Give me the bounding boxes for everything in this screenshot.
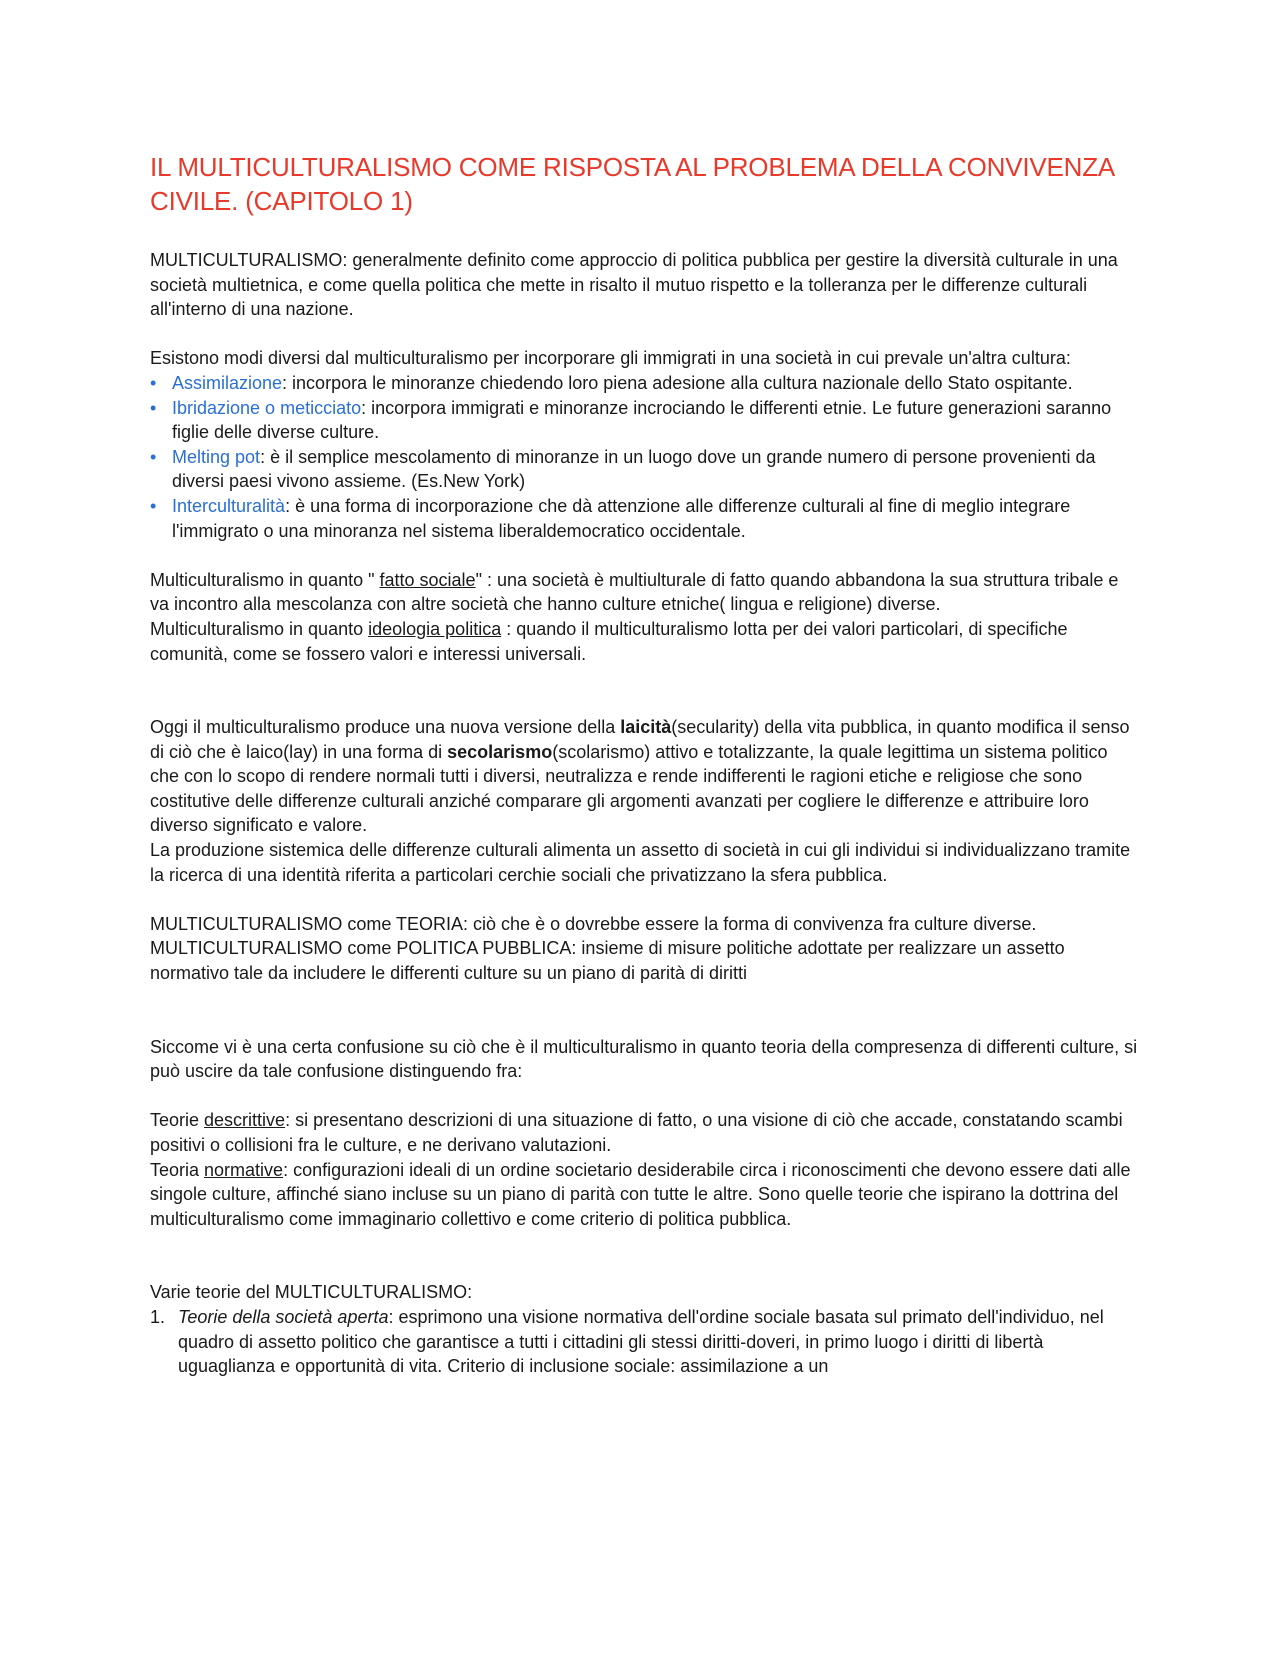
- theory-text: : esprimono una visione normativa dell'ordine sociale basata sul primato dell'individuo, nel quadro di assetto politico che garantisce a tutti i cittadini gli stessi diritti-doveri, in primo luogo i diritti di libertà uguaglianza e opportunità di vita. Criterio di inclusione sociale: assimilazione a un: [178, 1306, 1104, 1377]
- item-number: 1.: [150, 1306, 166, 1327]
- descrittive-paragraph: [150, 1108, 1140, 1157]
- mode-text: : è una forma di incorporazione che dà attenzione alle differenze culturali al fine di meglio integrare l'immigrato o una minoranza nel sistema liberaldemocratico occidentale.: [172, 495, 1071, 541]
- confusione-paragraph: Siccome vi è una certa confusione su ciò che è il multiculturalismo in quanto teoria della compresenza di differenti culture, si può uscire da tale confusione distinguendo fra:: [150, 1036, 1138, 1082]
- normative-term: normative: [204, 1159, 284, 1180]
- fatto-sociale-paragraph: [150, 568, 1140, 617]
- normative-pre: Teoria: [150, 1159, 205, 1180]
- list-item: [150, 396, 1140, 445]
- descrittive-pre: Teorie: [150, 1110, 205, 1131]
- mode-term: Ibridazione o meticciato: [172, 397, 362, 418]
- normative-post: : configurazioni ideali di un ordine societario desiderabile circa i riconoscimenti che devono essere dati alle singole culture, affinché siano incluse su un piano di parità con tutte le altre. Sono quelle teorie che ispirano la dottrina del multiculturalismo come immaginario collettivo e come criterio di politica pubblica.: [150, 1159, 1131, 1229]
- laicita-term: laicità: [620, 717, 672, 738]
- modes-intro: Esistono modi diversi dal multiculturalismo per incorporare gli immigrati in una società in cui prevale un'altra cultura:: [150, 348, 1071, 369]
- mode-text: : è il semplice mescolamento di minoranze in un luogo dove un grande numero di persone provenienti da diversi paesi vivono assieme. (Es.New York): [172, 446, 1096, 492]
- list-item: [150, 1305, 1140, 1379]
- secolarismo-term: secolarismo: [447, 741, 553, 762]
- laicita-text-2: (secularity) della vita pubblica, in quanto modifica il senso di ciò che è laico(lay) in una forma di: [150, 717, 1130, 762]
- mode-term: Interculturalità: [172, 495, 286, 516]
- list-item: [150, 445, 1140, 494]
- ideologia-post: : quando il multiculturalismo lotta per dei valori particolari, di specifiche comunità, come se fossero valori e interessi universali.: [150, 618, 1068, 664]
- bullet-icon: •: [150, 372, 157, 393]
- laicita-paragraph: [150, 715, 1140, 838]
- document-page: [150, 150, 1140, 1379]
- bullet-icon: •: [150, 397, 157, 418]
- normative-paragraph: [150, 1158, 1140, 1232]
- definition-paragraph: MULTICULTURALISMO: generalmente definito come approccio di politica pubblica per gestire la diversità culturale in una società multietnica, e come quella politica che mette in risalto il mutuo rispetto e la tolleranza per le differenze culturali all'interno di una nazione.: [150, 250, 1118, 320]
- varie-teorie-heading: Varie teorie del MULTICULTURALISMO:: [150, 1282, 473, 1303]
- list-item: [150, 494, 1140, 543]
- bullet-icon: •: [150, 495, 157, 516]
- fatto-post: " : una società è multiulturale di fatto quando abbandona la sua struttura tribale e va incontro alla mescolanza con altre società che hanno culture etniche( lingua e religione) diverse.: [150, 569, 1119, 615]
- teoria-paragraph: MULTICULTURALISMO come TEORIA: ciò che è o dovrebbe essere la forma di convivenza fra culture diverse.: [150, 913, 1037, 934]
- produzione-paragraph: La produzione sistemica delle differenze culturali alimenta un assetto di società in cui gli individui si individualizzano tramite la ricerca di una identità riferita a particolari cerchie sociali che privatizzano la sfera pubblica.: [150, 840, 1131, 885]
- theory-term: Teorie della società aperta: [178, 1306, 389, 1327]
- mode-text: : incorpora immigrati e minoranze incrociando le differenti etnie. Le future generazioni saranno figlie delle diverse culture.: [172, 397, 1112, 443]
- ideologia-pre: Multiculturalismo in quanto: [150, 618, 369, 639]
- list-item: [150, 371, 1140, 396]
- descrittive-post: : si presentano descrizioni di una situazione di fatto, o una visione di ciò che accade, constatando scambi positivi o collisioni fra le culture, e ne derivano valutazioni.: [150, 1110, 1123, 1155]
- ideologia-term: ideologia politica: [368, 618, 502, 639]
- bullet-icon: •: [150, 446, 157, 467]
- theories-list: [150, 1305, 1140, 1379]
- mode-text: : incorpora le minoranze chiedendo loro piena adesione alla cultura nazionale dello Stato ospitante.: [282, 372, 1073, 393]
- politica-paragraph: MULTICULTURALISMO come POLITICA PUBBLICA: insieme di misure politiche adottate per realizzare un assetto normativo tale da includere le differenti culture su un piano di parità di diritti: [150, 938, 1065, 984]
- modes-list: [150, 371, 1140, 543]
- fatto-pre: Multiculturalismo in quanto ": [150, 569, 380, 590]
- document-title: IL MULTICULTURALISMO COME RISPOSTA AL PROBLEMA DELLA CONVIVENZA CIVILE. (CAPITOLO 1): [150, 152, 1114, 216]
- fatto-sociale-term: fatto sociale: [379, 569, 476, 590]
- laicita-text-1: Oggi il multiculturalismo produce una nuova versione della: [150, 717, 621, 738]
- ideologia-paragraph: [150, 617, 1140, 666]
- mode-term: Assimilazione: [172, 372, 283, 393]
- descrittive-term: descrittive: [204, 1110, 286, 1131]
- mode-term: Melting pot: [172, 446, 261, 467]
- laicita-text-3: (scolarismo) attivo e totalizzante, la quale legittima un sistema politico che con lo scopo di rendere normali tutti i diversi, neutralizza e rende indifferenti le ragioni etiche e religiose che sono costitutive delle differenze culturali anziché comparare gli argomenti avanzati per cogliere le differenze e attribuire loro diverso significato e valore.: [150, 741, 1108, 836]
